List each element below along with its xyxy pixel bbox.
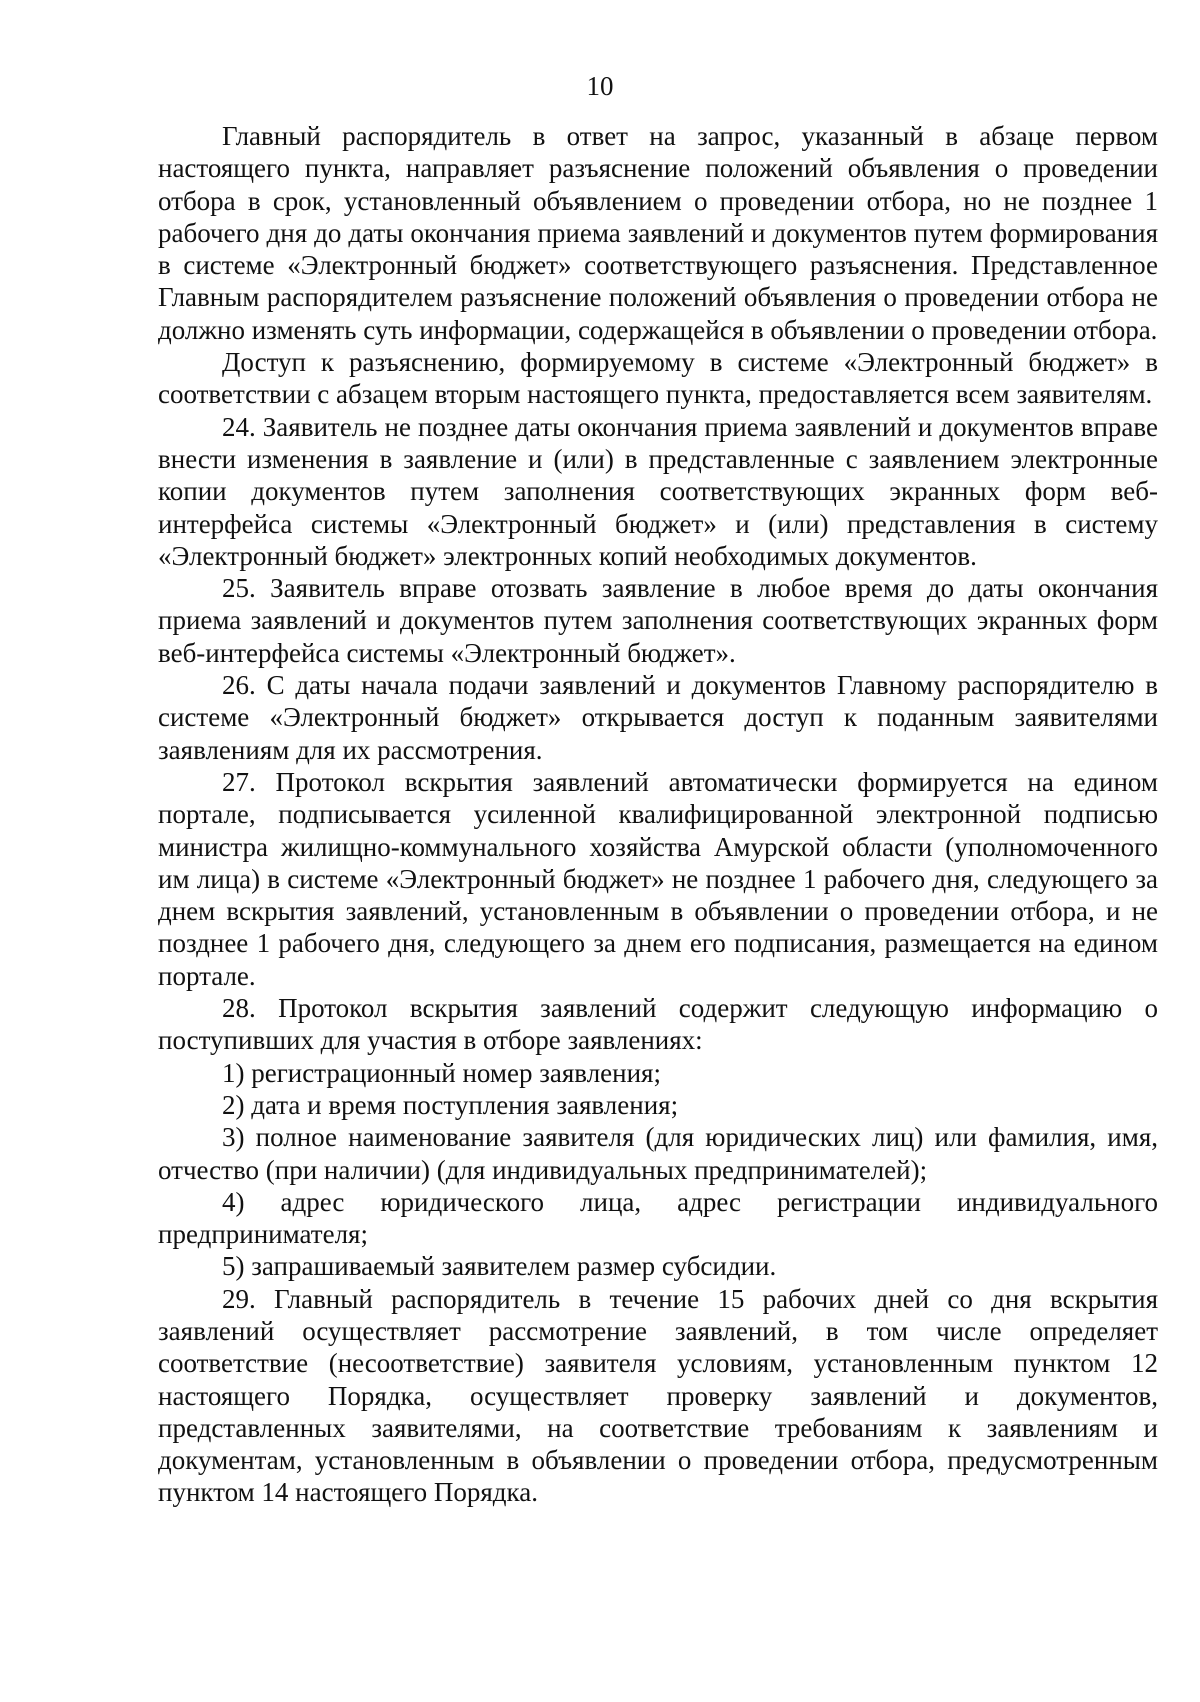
paragraph-27: 27. Протокол вскрытия заявлений автоматически формируется на едином портале, подписывается усиленной квалифицированной электронной подписью министра жилищно-коммунального хозяйства Амурской области (уполномоченного им лица) в системе «Электронный бюджет» не позднее 1 рабочего дня, следующего за днем вскрытия заявлений, установленным в объявлении о проведении отбора, и не позднее 1 рабочего дня, следующего за днем его подписания, размещается на едином портале. <box>158 766 1158 991</box>
list-item-1: 1) регистрационный номер заявления; <box>222 1057 661 1088</box>
paragraph-29: 29. Главный распорядитель в течение 15 рабочих дней со дня вскрытия заявлений осуществляет рассмотрение заявлений, в том числе определяет соответствие (несоответствие) заявителя условиям, установленным пунктом 12 настоящего Порядка, осуществляет проверку заявлений и документов, представленных заявителями, на соответствие требованиям к заявлениям и документам, установленным в объявлении о проведении отбора, предусмотренным пунктом 14 настоящего Порядка. <box>158 1283 1158 1508</box>
paragraph-26: 26. С даты начала подачи заявлений и документов Главному распорядителю в системе «Электронный бюджет» открывается доступ к поданным заявителями заявлениям для их рассмотрения. <box>158 670 1158 765</box>
list-item-5: 5) запрашиваемый заявителем размер субсидии. <box>222 1251 777 1282</box>
list-item-2: 2) дата и время поступления заявления; <box>222 1089 679 1120</box>
list-item-4: 4) адрес юридического лица, адрес регистрации индивидуального предпринимателя; <box>158 1186 1158 1250</box>
paragraph-25: 25. Заявитель вправе отозвать заявление в любое время до даты окончания приема заявлений и документов путем заполнения соответствующих экранных форм веб-интерфейса системы «Электронный бюджет». <box>158 573 1158 668</box>
paragraph-28: 28. Протокол вскрытия заявлений содержит следующую информацию о поступивших для участия в отборе заявлениях: <box>158 993 1158 1056</box>
paragraph-24: 24. Заявитель не позднее даты окончания приема заявлений и документов вправе внести изменения в заявление и (или) в представленные с заявлением электронные копии документов путем заполнения соответствующих экранных форм веб-интерфейса системы «Электронный бюджет» и (или) представления в систему «Электронный бюджет» электронных копий необходимых документов. <box>158 411 1158 571</box>
list-item-3: 3) полное наименование заявителя (для юридических лиц) или фамилия, имя, отчество (при наличии) (для индивидуальных предпринимателей); <box>158 1122 1158 1185</box>
page-number: 10 <box>586 71 614 101</box>
paragraph-explanation: Главный распорядитель в ответ на запрос, указанный в абзаце первом настоящего пункта, направляет разъяснение положений объявления о проведении отбора в срок, установленный объявлением о проведении отбора, но не позднее 1 рабочего дня до даты окончания приема заявлений и документов путем формирования в системе «Электронный бюджет» соответствующего разъяснения. Представленное Главным распорядителем разъяснение положений объявления о проведении отбора не должно изменять суть информации, содержащейся в объявлении о проведении отбора. <box>158 121 1158 345</box>
document-body <box>158 120 1158 1509</box>
paragraph-access: Доступ к разъяснению, формируемому в системе «Электронный бюджет» в соответствии с абзацем вторым настоящего пункта, предоставляется всем заявителям. <box>158 347 1158 410</box>
